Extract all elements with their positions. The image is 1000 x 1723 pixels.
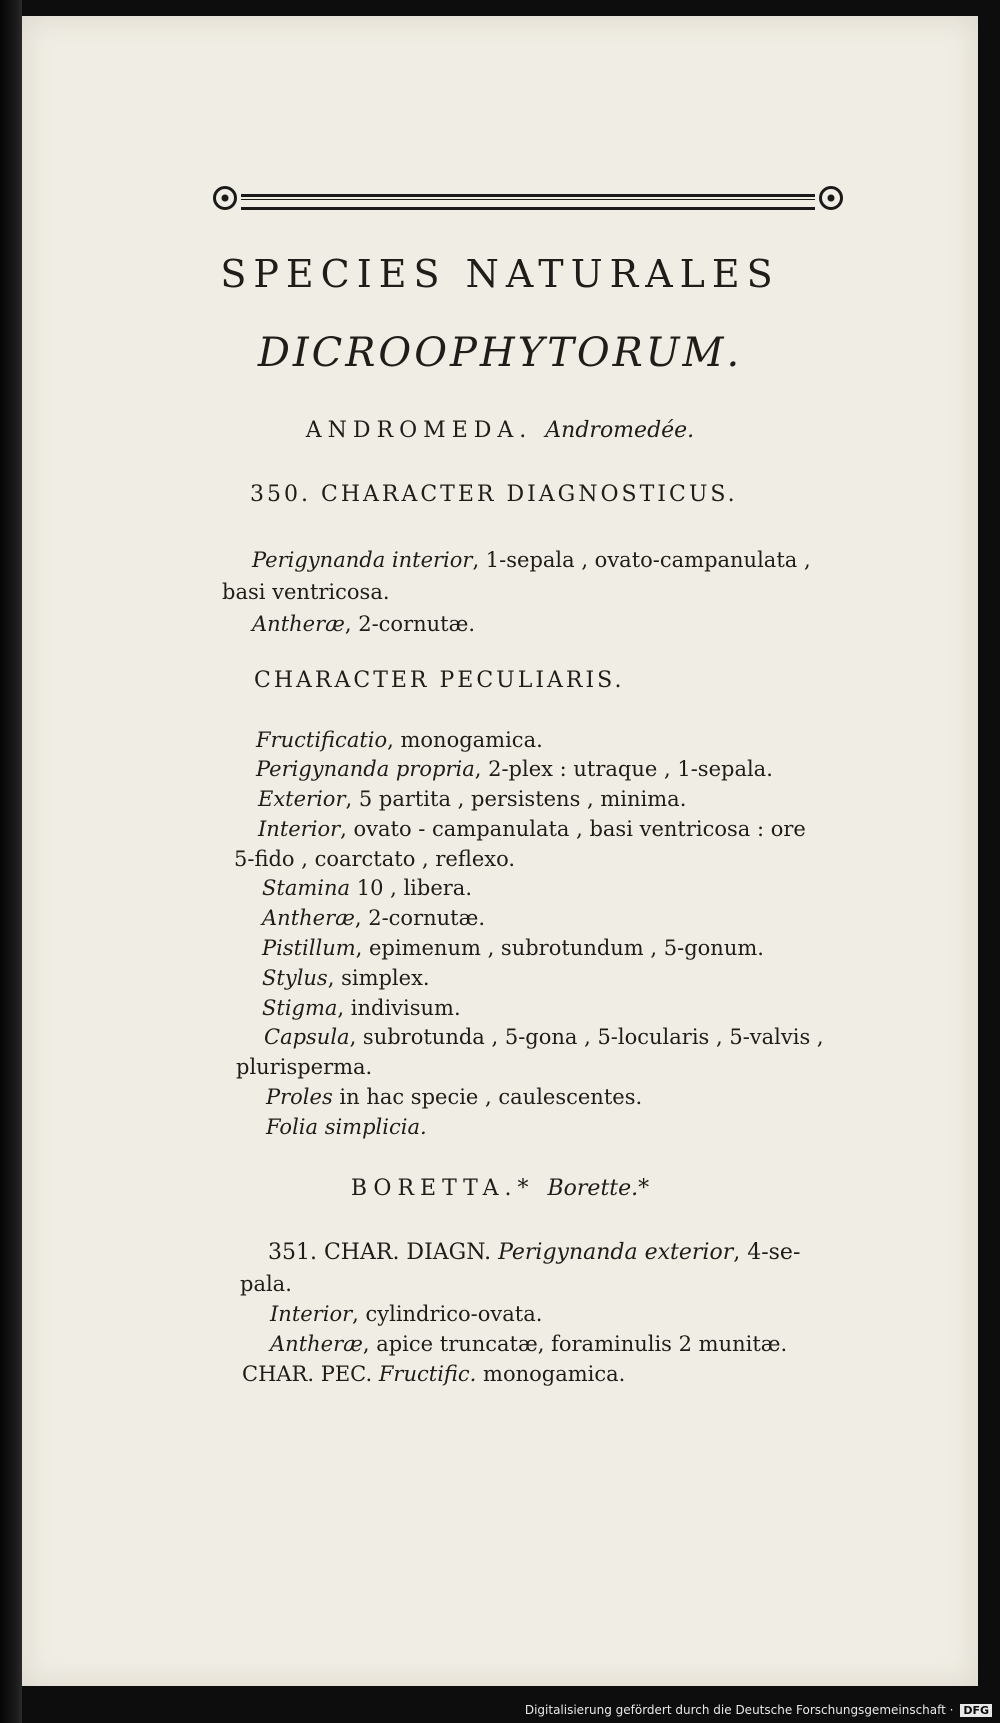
pec-line — [256, 757, 773, 781]
ornament-right-knot — [819, 186, 843, 210]
pec-line — [262, 876, 472, 900]
sec351-text: pala. — [240, 1272, 292, 1296]
sec351-term: Antheræ — [270, 1332, 363, 1356]
peculiar-heading: CHARACTER PECULIARIS. — [254, 668, 625, 693]
section-number: 350. — [250, 482, 311, 507]
pec-term: Antheræ — [262, 906, 355, 930]
pec-term: Fructificatio — [256, 728, 388, 752]
pec-text: in hac specie , caulescentes. — [332, 1085, 643, 1109]
pec-term: Folia simplicia. — [266, 1115, 427, 1139]
sec351-line — [270, 1332, 787, 1356]
pec-line — [262, 996, 461, 1020]
sec351-text: monogamica. — [476, 1362, 626, 1386]
pec-term: Stigma — [262, 996, 338, 1020]
pec-line — [258, 817, 806, 841]
pec-term: Stamina — [262, 876, 351, 900]
pec-line — [266, 1085, 642, 1109]
pec-term: Pistillum — [262, 936, 356, 960]
pec-line — [262, 966, 430, 990]
pec-term: Proles — [266, 1085, 333, 1109]
sec351-text: , cylindrico-ovata. — [352, 1302, 543, 1326]
genus-name: ANDROMEDA. — [305, 418, 533, 443]
pec-text: , simplex. — [327, 966, 430, 990]
genus-heading-boretta — [0, 1176, 1000, 1201]
diag-line — [222, 580, 390, 604]
pec-text: , epimenum , subrotundum , 5-gonum. — [355, 936, 764, 960]
pec-text: , ovato - campanulata , basi ventricosa : ore — [340, 817, 806, 841]
diag-line — [252, 548, 811, 572]
sec351-lead: 351. CHAR. DIAGN. — [268, 1240, 492, 1265]
genus-vernacular: Borette.* — [547, 1176, 650, 1201]
pec-term: Capsula — [264, 1025, 350, 1049]
sec351-term: Fructific. — [378, 1362, 477, 1386]
pec-term: Stylus — [262, 966, 328, 990]
section-title: CHARACTER DIAGNOSTICUS. — [320, 482, 738, 507]
pec-line — [262, 936, 764, 960]
sec351-line — [270, 1302, 542, 1326]
pec-text: plurisperma. — [236, 1055, 373, 1079]
sec351-term: Perigynanda exterior — [498, 1240, 734, 1265]
pec-text: , indivisum. — [337, 996, 461, 1020]
sec351-line — [268, 1240, 800, 1265]
genus-name: BORETTA.* — [350, 1176, 535, 1201]
pec-text: , subrotunda , 5-gona , 5-locularis , 5-valvis , — [349, 1025, 824, 1049]
genus-vernacular: Andromedée. — [545, 418, 695, 443]
ornament-left-knot — [213, 186, 237, 210]
diag-term: Perigynanda interior — [252, 548, 473, 572]
pec-line — [264, 1025, 824, 1049]
diag-line — [252, 612, 475, 636]
sec351-text: , 4-se- — [733, 1240, 801, 1265]
pec-text: , 2-plex : utraque , 1-sepala. — [474, 757, 773, 781]
sec351-term: Interior — [270, 1302, 353, 1326]
pec-text: 5-fido , coarctato , reflexo. — [234, 847, 516, 871]
sec351-line — [242, 1362, 625, 1386]
sec351-text: , apice truncatæ, foraminulis 2 munitæ. — [362, 1332, 788, 1356]
sec351-line — [240, 1272, 292, 1296]
pec-line — [258, 787, 686, 811]
sec351-lead: CHAR. PEC. — [242, 1362, 373, 1386]
pec-line — [266, 1115, 427, 1139]
pec-text: , 5 partita , persistens , minima. — [345, 787, 687, 811]
title-line-2: DICROOPHYTORUM. — [257, 330, 743, 376]
genus-heading-andromeda — [0, 418, 1000, 443]
pec-term: Interior — [258, 817, 341, 841]
title-line-1: SPECIES NATURALES — [220, 252, 780, 296]
pec-term: Exterior — [258, 787, 346, 811]
diag-text: , 1-sepala , ovato-campanulata , — [472, 548, 811, 572]
credit-text: Digitalisierung gefördert durch die Deutsche Forschungsgemeinschaft — [524, 1703, 946, 1717]
pec-line — [256, 728, 543, 752]
diag-term: Antheræ — [252, 612, 345, 636]
pec-line — [234, 847, 515, 871]
pec-text: , 2-cornutæ. — [354, 906, 486, 930]
ornament-rule — [241, 194, 815, 210]
pec-text: , monogamica. — [387, 728, 543, 752]
pec-line — [236, 1055, 372, 1079]
section-350-heading — [250, 482, 738, 507]
diag-text: basi ventricosa. — [222, 580, 390, 604]
pec-line — [262, 906, 485, 930]
pec-text: 10 , libera. — [350, 876, 472, 900]
headpiece-ornament — [213, 186, 843, 214]
diag-text: , 2-cornutæ. — [344, 612, 476, 636]
dfg-logo: DFG — [960, 1704, 992, 1717]
digitization-credit: Digitalisierung gefördert durch die Deutsche Forschungsgemeinschaft · DFG — [525, 1703, 992, 1717]
pec-term: Perigynanda propria — [256, 757, 475, 781]
